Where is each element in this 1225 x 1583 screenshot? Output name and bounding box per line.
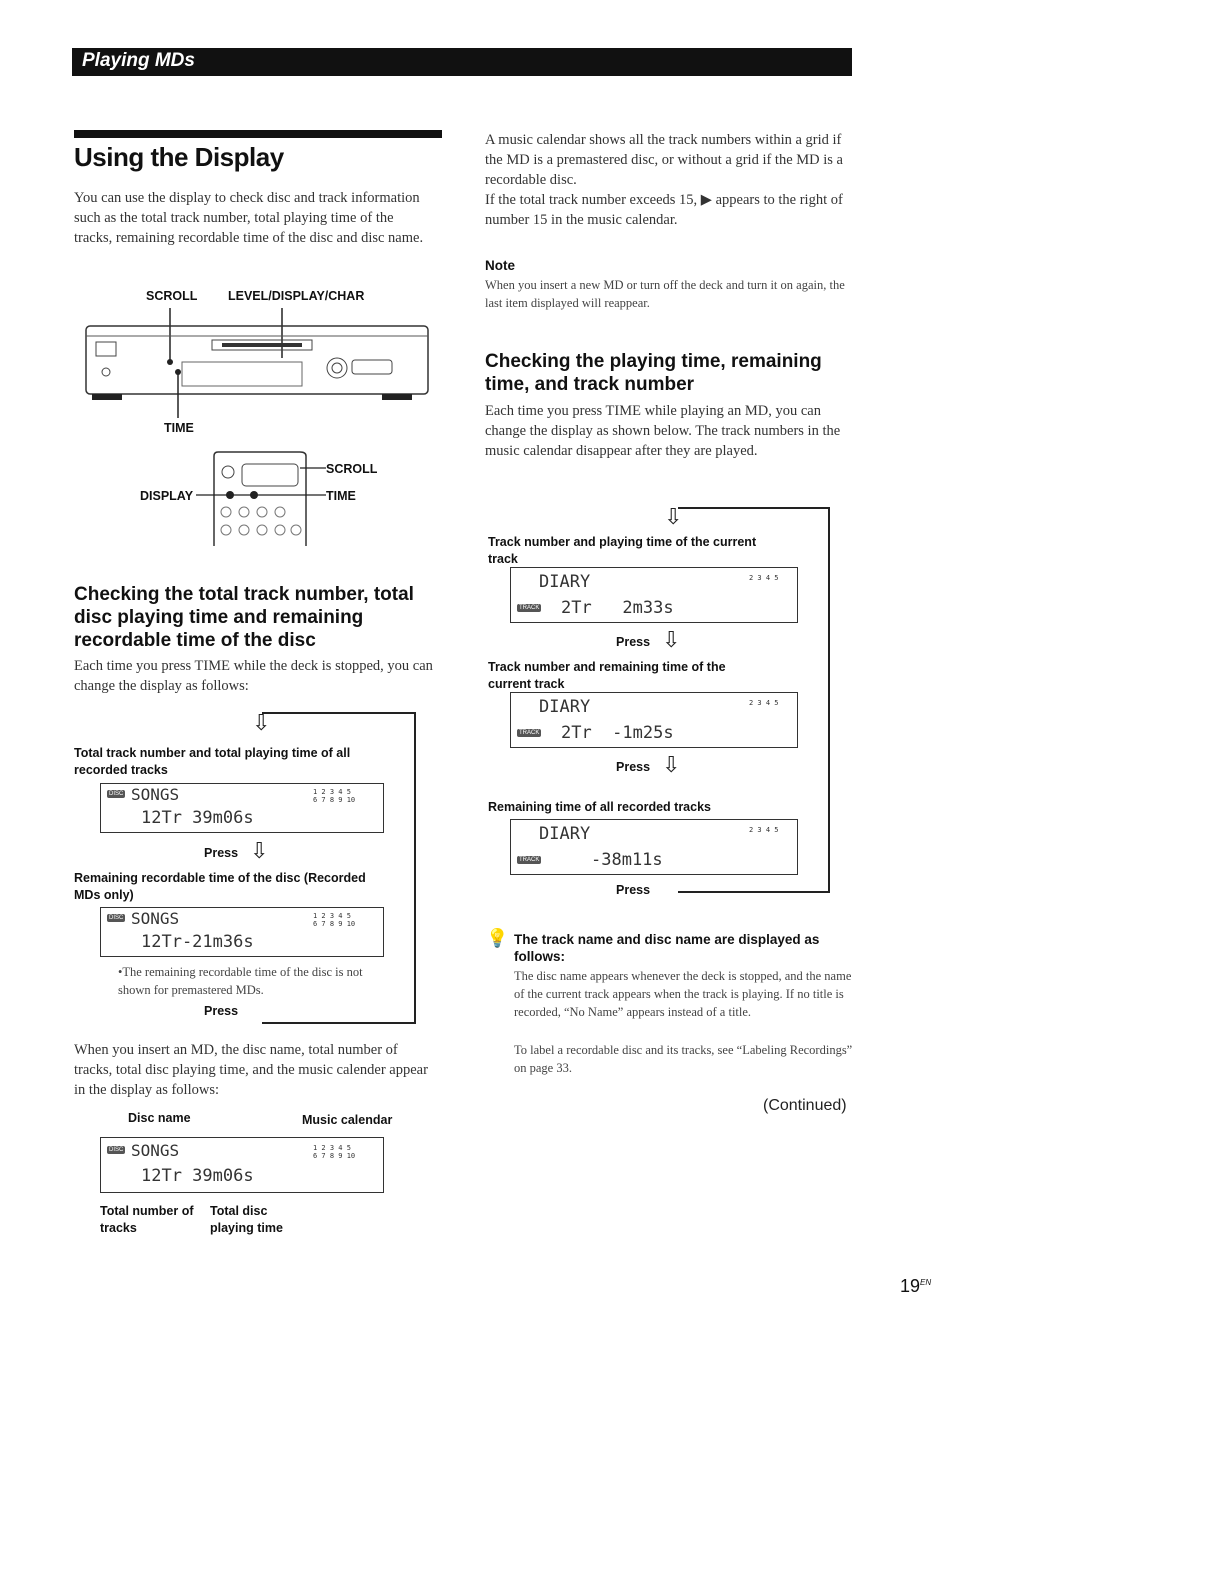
remote-scroll-label: SCROLL <box>326 462 378 476</box>
total-time-label: Total disc playing time <box>210 1204 283 1235</box>
lcd-track-name: DIARY <box>539 824 591 844</box>
tip-heading: The track name and disc name are displayed as follows: <box>514 932 820 964</box>
lcd-remaining-time: 12Tr-21m36s <box>141 932 254 952</box>
down-arrow-icon: ⇩ <box>250 838 269 863</box>
time-label: TIME <box>164 421 194 435</box>
exceeds-paragraph: If the total track number exceeds 15, ▶ appears to the right of number 15 in the music calendar. <box>485 192 843 228</box>
press-label: Press <box>204 1004 239 1018</box>
press-label: Press <box>616 883 651 897</box>
scroll-label: SCROLL <box>146 289 198 303</box>
s1-lcd2 <box>100 907 384 957</box>
premastered-note: •The remaining recordable time of the disc is not shown for premastered MDs. <box>118 965 363 997</box>
flow-down-arrow-icon: ⇩ <box>664 504 683 529</box>
s2-lcd3 <box>510 819 798 875</box>
tip-lightbulb-icon: 💡 <box>486 928 509 948</box>
s2-step1-label: Track number and playing time of the current track <box>488 535 757 566</box>
lcd-disc-name: SONGS <box>131 909 180 928</box>
calendar-row2: 6 7 8 9 10 <box>313 1152 356 1160</box>
down-arrow-icon: ⇩ <box>662 752 681 777</box>
track-badge: TRACK <box>519 605 540 611</box>
lcd-total-time: 12Tr 39m06s <box>141 808 254 828</box>
disc-badge: DISC <box>109 915 124 921</box>
lcd-disc-name: SONGS <box>131 785 180 804</box>
music-calendar-label: Music calendar <box>302 1113 393 1127</box>
press-label: Press <box>204 846 239 860</box>
calendar-row2: 6 7 8 9 10 <box>313 920 356 928</box>
remote-display-label: DISPLAY <box>140 489 194 503</box>
lcd-total-time: 12Tr 39m06s <box>141 1166 254 1186</box>
track-badge: TRACK <box>519 730 540 736</box>
disc-badge: DISC <box>109 791 124 797</box>
note-label: Note <box>485 258 515 273</box>
s2-step3-label: Remaining time of all recorded tracks <box>488 800 711 814</box>
track-badge: TRACK <box>519 857 540 863</box>
remote-time-label: TIME <box>326 489 356 503</box>
lcd-playing-time: 2Tr 2m33s <box>561 598 674 618</box>
lcd-disc-name: SONGS <box>131 1141 180 1160</box>
lcd-remaining-time: 2Tr -1m25s <box>561 723 674 743</box>
intro-paragraph: You can use the display to check disc and track information such as the total track number, total playing time of the tracks, remaining recordable time of the disc and disc name. <box>74 190 424 246</box>
calendar-row1: 1 2 3 4 5 <box>313 788 351 796</box>
calendar-row: 2 3 4 5 <box>749 574 779 582</box>
calendar-row: 2 3 4 5 <box>749 699 779 707</box>
down-arrow-icon: ⇩ <box>662 627 681 652</box>
title-rule <box>74 130 442 138</box>
press-label: Press <box>616 760 651 774</box>
page-title: Using the Display <box>74 142 284 172</box>
section1-body: Each time you press TIME while the deck is stopped, you can change the display as follows: <box>74 658 433 694</box>
disc-badge: DISC <box>109 1147 124 1153</box>
continued-label: (Continued) <box>763 1097 847 1114</box>
tip-body-1: The disc name appears whenever the deck is stopped, and the name of the current track appears when the track is playing. If no title is recorded, “No Name” appears instead of a title. <box>514 969 852 1019</box>
section-header-title: Playing MDs <box>82 50 195 71</box>
flow-down-arrow-icon: ⇩ <box>252 710 271 735</box>
calendar-paragraph: A music calendar shows all the track numbers within a grid if the MD is a premastered disc, or without a grid if the MD is a recordable disc. <box>485 132 843 188</box>
disc-name-label: Disc name <box>128 1111 191 1125</box>
lcd-track-name: DIARY <box>539 697 591 717</box>
lcd-total-remaining-time: -38m11s <box>591 850 663 870</box>
s2-lcd1 <box>510 567 798 623</box>
disc-info-lcd <box>100 1137 384 1193</box>
tip-body-2: To label a recordable disc and its tracks, see “Labeling Recordings” on page 33. <box>514 1043 853 1075</box>
calendar-row1: 1 2 3 4 5 <box>313 912 351 920</box>
section2-heading: Checking the playing time, remaining time, and track number <box>485 351 822 395</box>
section2-body: Each time you press TIME while playing an MD, you can change the display as shown below. The track numbers in the music calendar disappear after they are played. <box>485 403 841 459</box>
lcd-track-name: DIARY <box>539 572 591 592</box>
calendar-row: 2 3 4 5 <box>749 826 779 834</box>
page-number: $19^{EN}$ <box>900 1276 932 1296</box>
remote-control-illustration <box>196 450 326 548</box>
s1-lcd1 <box>100 783 384 833</box>
s2-lcd2 <box>510 692 798 748</box>
level-display-char-label: LEVEL/DISPLAY/CHAR <box>228 289 365 303</box>
s1-step1-label: Total track number and total playing time of all recorded tracks <box>74 746 351 777</box>
s1-step2-label: Remaining recordable time of the disc (Recorded MDs only) <box>74 871 366 902</box>
md-deck-illustration <box>82 300 434 450</box>
note-text: When you insert a new MD or turn off the deck and turn it on again, the last item displayed will reappear. <box>485 278 845 310</box>
section1-heading: Checking the total track number, total disc playing time and remaining recordable time of the disc <box>74 584 414 651</box>
calendar-row2: 6 7 8 9 10 <box>313 796 356 804</box>
calendar-row1: 1 2 3 4 5 <box>313 1144 351 1152</box>
total-tracks-label: Total number of tracks <box>100 1204 194 1235</box>
insert-md-paragraph: When you insert an MD, the disc name, total number of tracks, total disc playing time, and the music calender appear in the display as follows: <box>74 1042 428 1098</box>
s2-step2-label: Track number and remaining time of the current track <box>488 660 726 691</box>
press-label: Press <box>616 635 651 649</box>
